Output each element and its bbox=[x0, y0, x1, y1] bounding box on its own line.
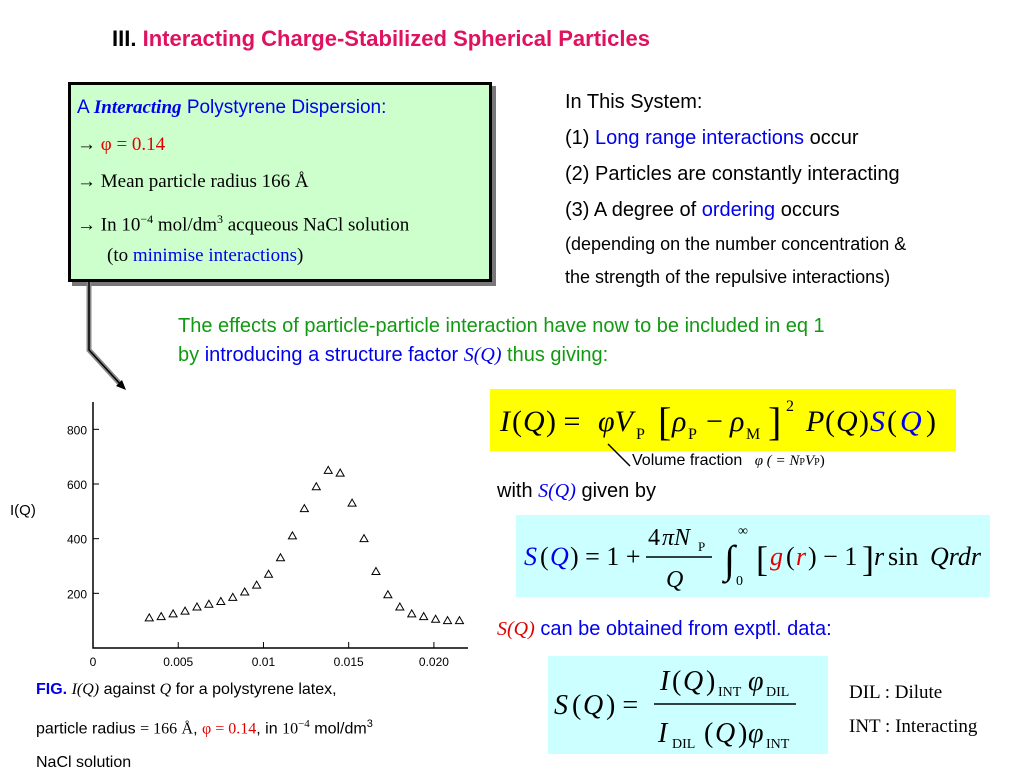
obtained-text: can be obtained from exptl. data: bbox=[540, 618, 832, 640]
item3-note-2: the strength of the repulsive interactions) bbox=[565, 267, 891, 287]
dispersion-info-box bbox=[68, 82, 492, 282]
sq-obtained-label bbox=[497, 618, 832, 641]
data-point bbox=[241, 588, 249, 595]
svg-text:φV: φV bbox=[598, 405, 633, 438]
data-point bbox=[312, 483, 320, 490]
svg-text:P: P bbox=[636, 426, 645, 443]
svg-text:φ: φ bbox=[748, 666, 764, 697]
data-point bbox=[229, 593, 237, 600]
svg-text:Q: Q bbox=[583, 690, 604, 721]
svg-text:P: P bbox=[688, 426, 697, 443]
svg-text:Q: Q bbox=[900, 405, 922, 438]
svg-text:Q: Q bbox=[666, 567, 684, 593]
data-point bbox=[348, 499, 356, 506]
effects-by: by bbox=[178, 344, 200, 366]
data-point bbox=[324, 466, 332, 473]
caption-conc-exp: −4 bbox=[298, 718, 310, 730]
caption-radius-eq: = 166 bbox=[140, 720, 178, 738]
data-point bbox=[253, 581, 261, 588]
data-point bbox=[444, 617, 452, 624]
svg-text:): ) bbox=[926, 405, 936, 438]
conc-suffix: acqueous NaCl solution bbox=[227, 214, 410, 236]
svg-text:∫: ∫ bbox=[724, 537, 735, 582]
svg-text:4: 4 bbox=[648, 525, 660, 551]
item1-blue: Long range interactions bbox=[595, 127, 805, 149]
data-point bbox=[396, 603, 404, 610]
info-note bbox=[77, 239, 489, 276]
svg-text:φ: φ bbox=[748, 718, 764, 749]
effects-line-2 bbox=[178, 341, 1018, 370]
volume-fraction-note: Volume fraction φ ( = NPVP) bbox=[632, 452, 825, 469]
effects-end: thus giving: bbox=[507, 344, 609, 366]
effects-line-1: The effects of particle-particle interaction have now to be included in eq 1 bbox=[178, 315, 825, 337]
svg-text:I: I bbox=[500, 405, 510, 438]
section-title: Interacting Charge-Stabilized Spherical Particles bbox=[142, 26, 650, 51]
svg-text:g: g bbox=[770, 542, 783, 571]
caption-in: , in bbox=[256, 720, 278, 738]
svg-text:(: ( bbox=[704, 718, 714, 749]
page-title bbox=[112, 26, 650, 52]
item3-rest: occurs bbox=[780, 199, 840, 221]
system-item-1 bbox=[565, 124, 906, 160]
item3-blue: ordering bbox=[701, 199, 776, 221]
phi-value: φ = 0.14 bbox=[100, 134, 166, 155]
volume-fraction-expr: φ ( = N bbox=[754, 453, 800, 469]
system-item-2: (2) Particles are constantly interacting bbox=[565, 163, 900, 185]
intensity-equation bbox=[490, 389, 956, 451]
svg-text:]: ] bbox=[862, 539, 874, 579]
chart-axes bbox=[93, 402, 468, 648]
system-heading: In This System: bbox=[565, 91, 703, 113]
caption-phi: φ = 0.14 bbox=[202, 720, 257, 738]
svg-text:) − 1: ) − 1 bbox=[808, 542, 858, 571]
angstrom-unit: Å bbox=[294, 171, 309, 192]
arrow-icon: → bbox=[77, 171, 96, 192]
item1-rest: occur bbox=[809, 127, 859, 149]
svg-text:[: [ bbox=[658, 399, 672, 444]
svg-text:) =: ) = bbox=[546, 405, 581, 438]
effects-blue: introducing a structure factor bbox=[204, 344, 459, 366]
info-phi bbox=[77, 128, 489, 165]
obtained-sq: S(Q) bbox=[497, 618, 535, 640]
structure-factor-equation bbox=[516, 515, 990, 597]
caption-line-3: NaCl solution bbox=[36, 754, 132, 772]
with-text: with bbox=[497, 480, 533, 502]
svg-text:I: I bbox=[658, 718, 668, 749]
data-point bbox=[455, 617, 463, 624]
svg-text:DIL: DIL bbox=[766, 685, 790, 700]
data-point bbox=[157, 613, 165, 620]
system-item-3 bbox=[565, 196, 906, 232]
svg-text:Qrdr: Qrdr bbox=[930, 542, 982, 571]
connector-arrow-icon bbox=[80, 282, 140, 392]
svg-text:Q: Q bbox=[550, 542, 569, 571]
caption-comma: , bbox=[193, 720, 198, 738]
caption-radius: particle radius bbox=[36, 720, 136, 738]
svg-text:(: ( bbox=[672, 666, 682, 697]
svg-text:INT: INT bbox=[718, 685, 742, 700]
data-point bbox=[360, 535, 368, 542]
svg-text:(: ( bbox=[512, 405, 522, 438]
data-point bbox=[145, 614, 153, 621]
svg-text:) =: ) = bbox=[606, 690, 639, 721]
effects-paragraph bbox=[178, 312, 1018, 370]
svg-text:πN: πN bbox=[662, 525, 691, 551]
conc-exp: −4 bbox=[140, 212, 154, 226]
svg-text:INT: INT bbox=[766, 737, 790, 752]
caption-for: for a polystyrene latex, bbox=[175, 681, 337, 698]
info-heading bbox=[77, 91, 489, 128]
svg-text:0: 0 bbox=[736, 574, 743, 589]
svg-text:I: I bbox=[660, 666, 670, 697]
data-point bbox=[193, 603, 201, 610]
data-point bbox=[181, 607, 189, 614]
data-point bbox=[288, 532, 296, 539]
data-point bbox=[432, 615, 440, 622]
item3-num: (3) A degree of bbox=[565, 199, 697, 221]
note-blue: minimise interactions bbox=[132, 245, 297, 266]
caption-units-exp: 3 bbox=[366, 718, 373, 730]
x-tick-label: 0 bbox=[89, 655, 97, 669]
svg-text:]: ] bbox=[768, 399, 782, 444]
svg-text:(: ( bbox=[825, 405, 835, 438]
with-sq-label bbox=[497, 480, 656, 503]
data-point bbox=[408, 610, 416, 617]
int-label: INT : Interacting bbox=[849, 716, 978, 737]
x-tick-label: 0.020 bbox=[418, 655, 449, 669]
heading-rest: Polystyrene Dispersion: bbox=[186, 97, 387, 118]
x-tick-label: 0.01 bbox=[251, 655, 276, 669]
info-concentration bbox=[77, 202, 489, 239]
svg-text:): ) bbox=[859, 405, 869, 438]
note-close: ) bbox=[296, 245, 304, 266]
given-by-text: given by bbox=[581, 480, 656, 502]
conc-units-exp: 3 bbox=[216, 212, 223, 226]
svg-text:(: ( bbox=[540, 542, 549, 571]
svg-text:(: ( bbox=[786, 542, 795, 571]
data-point bbox=[384, 591, 392, 598]
x-tick-label: 0.005 bbox=[163, 655, 194, 669]
arrow-icon: → bbox=[77, 214, 96, 236]
caption-conc: 10 bbox=[282, 720, 299, 738]
data-point bbox=[265, 570, 273, 577]
svg-text:ρ: ρ bbox=[730, 405, 745, 438]
system-list bbox=[565, 88, 906, 298]
caption-against: against bbox=[103, 681, 156, 698]
data-point bbox=[205, 600, 213, 607]
caption-angstrom: Å bbox=[181, 720, 194, 738]
y-tick-label: 400 bbox=[66, 532, 87, 547]
y-tick-label: 800 bbox=[66, 423, 87, 438]
figure-caption bbox=[36, 673, 373, 780]
data-point bbox=[372, 567, 380, 574]
effects-sq: S(Q) bbox=[463, 344, 502, 366]
heading-a: A bbox=[77, 97, 89, 118]
data-point bbox=[217, 598, 225, 605]
caption-iq: I(Q) bbox=[71, 681, 100, 698]
with-sq: S(Q) bbox=[538, 480, 576, 502]
svg-text:(: ( bbox=[572, 690, 582, 721]
svg-text:) = 1 +: ) = 1 + bbox=[570, 542, 641, 571]
intensity-equation-svg bbox=[490, 389, 956, 451]
svg-text:S: S bbox=[870, 405, 885, 438]
svg-text:−: − bbox=[706, 405, 723, 438]
svg-text:(: ( bbox=[887, 405, 897, 438]
fig-label: FIG. bbox=[36, 681, 68, 698]
structure-factor-svg bbox=[516, 515, 990, 597]
data-point bbox=[420, 613, 428, 620]
intensity-chart bbox=[0, 380, 480, 670]
caption-q: Q bbox=[159, 681, 172, 698]
svg-text:2: 2 bbox=[786, 398, 794, 415]
caption-line-2 bbox=[36, 707, 373, 746]
data-point bbox=[300, 505, 308, 512]
svg-text:∞: ∞ bbox=[738, 524, 748, 539]
svg-text:P: P bbox=[698, 539, 706, 554]
svg-text:Q: Q bbox=[523, 405, 545, 438]
experimental-sq-svg bbox=[548, 656, 828, 754]
svg-text:Q: Q bbox=[715, 718, 736, 749]
conc-prefix: In 10 bbox=[100, 214, 141, 236]
y-tick-label: 200 bbox=[66, 587, 87, 602]
y-tick-label: 600 bbox=[66, 478, 87, 492]
chart-svg bbox=[0, 380, 480, 670]
svg-text:P: P bbox=[806, 405, 825, 438]
svg-text:S: S bbox=[554, 690, 568, 721]
note-open: (to bbox=[107, 245, 129, 266]
data-point bbox=[169, 610, 177, 617]
dil-label: DIL : Dilute bbox=[849, 682, 943, 703]
svg-text:Q: Q bbox=[836, 405, 858, 438]
x-tick-label: 0.015 bbox=[333, 655, 364, 669]
caption-line-1 bbox=[36, 673, 373, 707]
data-point bbox=[277, 554, 285, 561]
svg-text:): ) bbox=[738, 718, 748, 749]
data-point bbox=[336, 469, 344, 476]
svg-text:[: [ bbox=[756, 539, 768, 579]
svg-text:DIL: DIL bbox=[672, 737, 696, 752]
caption-units: mol/dm bbox=[314, 720, 367, 738]
svg-text:): ) bbox=[706, 666, 716, 697]
svg-text:sin: sin bbox=[888, 542, 919, 571]
item1-num: (1) bbox=[565, 127, 590, 149]
svg-text:M: M bbox=[746, 426, 761, 443]
arrow-icon: → bbox=[77, 134, 96, 155]
svg-text:ρ: ρ bbox=[672, 405, 687, 438]
conc-units: mol/dm bbox=[157, 214, 217, 236]
heading-interacting: Interacting bbox=[93, 97, 182, 118]
svg-text:r: r bbox=[796, 542, 807, 571]
volume-fraction-label: Volume fraction bbox=[632, 452, 743, 469]
item3-note-1: (depending on the number concentration & bbox=[565, 234, 907, 254]
svg-text:r: r bbox=[874, 542, 885, 571]
radius-text: Mean particle radius 166 bbox=[100, 171, 291, 192]
svg-text:Q: Q bbox=[683, 666, 704, 697]
experimental-sq-equation bbox=[548, 656, 828, 754]
section-number: III. bbox=[112, 26, 137, 51]
info-radius bbox=[77, 165, 489, 202]
y-axis-label: I(Q) bbox=[10, 502, 36, 519]
svg-text:S: S bbox=[524, 542, 537, 571]
legend-dil-int bbox=[849, 676, 977, 744]
